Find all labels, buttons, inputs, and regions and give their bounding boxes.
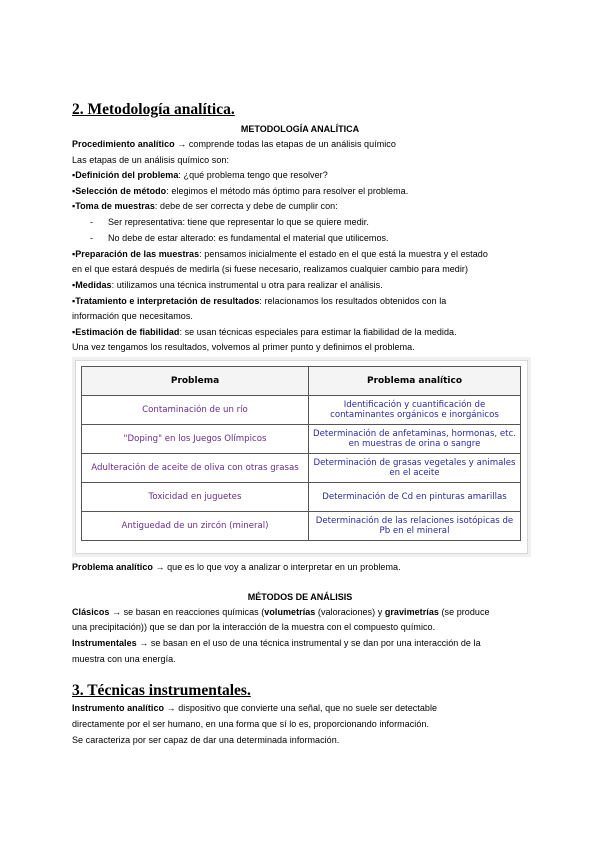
table-header-row xyxy=(82,367,521,396)
clasicos-text-1: → se basan en reacciones químicas ( xyxy=(109,607,265,617)
vuelta-line: Una vez tengamos los resultados, volvemos al primer punto y definimos el problema. xyxy=(72,342,415,352)
etapa-6: ▪Tratamiento e interpretación de resultados: relacionamos los resultados obtenidos con la xyxy=(72,296,447,306)
etapa-4-cont: en el que estará después de medirla (si fuese necesario, realizamos cualquier cambio para medir) xyxy=(72,264,468,274)
table-row xyxy=(82,425,521,454)
cell-analitico: Identificación y cuantificación de contaminantes orgánicos e inorgánicos xyxy=(309,396,521,425)
gravimetrias-term: gravimetrías xyxy=(384,607,439,617)
etapa-5-term: Medidas xyxy=(75,280,112,290)
header-problema-analitico: Problema analítico xyxy=(309,367,521,396)
metodos-heading: MÉTODOS DE ANÁLISIS xyxy=(247,592,353,602)
cell-analitico: Determinación de grasas vegetales y animales en el aceite xyxy=(309,454,521,483)
etapa-4: ▪Preparación de las muestras: pensamos inicialmente el estado en el que está la muestra y el estado xyxy=(72,249,488,259)
etapa-4-text: : pensamos inicialmente el estado en el que está la muestra y el estado xyxy=(199,249,488,259)
problem-table xyxy=(81,366,521,541)
instrumento-cont-2: Se caracteriza por ser capaz de dar una determinada información. xyxy=(72,735,340,745)
etapa-5-text: : utilizamos una técnica instrumental u otra para realizar el análisis. xyxy=(111,280,383,290)
etapa-2: ▪Selección de método: elegimos el método más óptimo para resolver el problema. xyxy=(72,186,409,196)
etapa-3-sub-2: - No debe de estar alterado: es fundamental el material que utilicemos. xyxy=(90,233,389,243)
header-problema: Problema xyxy=(82,367,309,396)
problema-analitico-term: Problema analítico xyxy=(72,562,153,572)
etapa-6-text: : relacionamos los resultados obtenidos con la xyxy=(259,296,447,306)
section-3-title: 3. Técnicas instrumentales. xyxy=(72,682,251,699)
etapa-2-term: Selección de método xyxy=(75,186,167,196)
clasicos-term: Clásicos xyxy=(72,607,110,617)
table-row xyxy=(82,454,521,483)
etapa-1-term: Definición del problema xyxy=(75,170,179,180)
etapa-3-text: : debe de ser correcta y debe de cumplir con: xyxy=(154,201,338,211)
instrumentales-text: → se basan en el uso de una técnica instrumental y se dan por una interacción de la xyxy=(136,638,481,648)
etapa-2-text: : elegimos el método más óptimo para resolver el problema. xyxy=(166,186,409,196)
etapa-7-term: Estimación de fiabilidad xyxy=(75,327,180,337)
etapa-1-text: : ¿qué problema tengo que resolver? xyxy=(178,170,328,180)
table-row xyxy=(82,396,521,425)
etapa-1: ▪Definición del problema: ¿qué problema tengo que resolver? xyxy=(72,170,328,180)
cell-problema: Adulteración de aceite de oliva con otras grasas xyxy=(82,454,309,483)
instrumento-term: Instrumento analítico xyxy=(72,703,165,713)
etapas-intro: Las etapas de un análisis químico son: xyxy=(72,155,229,165)
cell-problema: "Doping" en los Juegos Olímpicos xyxy=(82,425,309,454)
cell-analitico: Determinación de Cd en pinturas amarillas xyxy=(309,483,521,512)
problema-analitico-line xyxy=(72,562,401,573)
clasicos-text-2: (valoraciones) y xyxy=(315,607,385,617)
cell-analitico: Determinación de anfetaminas, hormonas, etc. en muestras de orina o sangre xyxy=(309,425,521,454)
clasicos-line xyxy=(72,607,490,618)
cell-problema: Contaminación de un río xyxy=(82,396,309,425)
problem-table-figure xyxy=(75,360,528,554)
etapa-6-term: Tratamiento e interpretación de resultados xyxy=(75,296,260,306)
procedimiento-text: → comprende todas las etapas de un análisis químico xyxy=(174,139,396,149)
procedimiento-term: Procedimiento analítico xyxy=(72,139,175,149)
etapa-7-text: : se usan técnicas especiales para estimar la fiabilidad de la medida. xyxy=(179,327,457,337)
etapa-3-sub-1: - Ser representativa: tiene que representar lo que se quiere medir. xyxy=(90,217,369,227)
section-2-title: 2. Metodología analítica. xyxy=(72,101,235,118)
volumetrias-term: volumetrías xyxy=(264,607,316,617)
clasicos-cont: una precipitación)) que se dan por la interacción de la muestra con el compuesto químico. xyxy=(72,622,436,632)
instrumento-cont-1: directamente por el ser humano, en una forma que sí lo es, proporcionando información. xyxy=(72,719,429,729)
etapa-3-term: Toma de muestras xyxy=(75,201,155,211)
instrumentales-line xyxy=(72,638,481,649)
procedimiento-line xyxy=(72,139,396,150)
instrumentales-term: Instrumentales xyxy=(72,638,137,648)
instrumento-line xyxy=(72,703,437,714)
table-row xyxy=(82,483,521,512)
etapa-3-sub-2-text: No debe de estar alterado: es fundamental el material que utilicemos. xyxy=(108,233,389,243)
table-row xyxy=(82,512,521,541)
instrumentales-cont: muestra con una energía. xyxy=(72,654,176,664)
etapa-5: ▪Medidas: utilizamos una técnica instrumental u otra para realizar el análisis. xyxy=(72,280,383,290)
problema-analitico-text: → que es lo que voy a analizar o interpretar en un problema. xyxy=(152,562,401,572)
cell-problema: Toxicidad en juguetes xyxy=(82,483,309,512)
instrumento-text: → dispositivo que convierte una señal, que no suele ser detectable xyxy=(164,703,438,713)
etapa-7: ▪Estimación de fiabilidad: se usan técnicas especiales para estimar la fiabilidad de la medida. xyxy=(72,327,457,337)
clasicos-text-3: (se produce xyxy=(438,607,490,617)
cell-analitico: Determinación de las relaciones isotópicas de Pb en el mineral xyxy=(309,512,521,541)
etapa-3: ▪Toma de muestras: debe de ser correcta y debe de cumplir con: xyxy=(72,201,338,211)
cell-problema: Antiguedad de un zircón (mineral) xyxy=(82,512,309,541)
metodologia-heading: METODOLOGÍA ANALÍTICA xyxy=(240,124,360,134)
etapa-3-sub-1-text: Ser representativa: tiene que representar lo que se quiere medir. xyxy=(108,217,369,227)
etapa-4-term: Preparación de las muestras xyxy=(75,249,200,259)
etapa-6-cont: información que necesitamos. xyxy=(72,311,193,321)
